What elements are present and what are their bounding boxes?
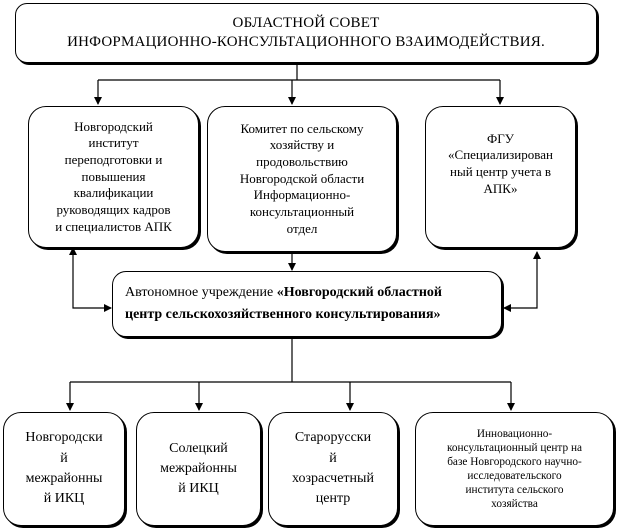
committee-box [207,106,397,252]
committee-line: консультационный [249,203,355,219]
arrow-institute-central-left [73,248,111,308]
soletsky-ikc-line: межрайонны [160,460,237,476]
starorussky-line: хозрасчетный [292,471,374,486]
institute-line: институт [88,135,139,151]
starorussky-center-box [268,412,398,526]
regional-council-box [15,3,597,63]
central-agency-box [112,271,502,337]
fgu-box [425,106,576,248]
committee-line: хозяйству и [269,137,335,153]
committee-line: Информационно- [253,187,351,203]
committee-line: Комитет по сельскому [240,120,364,136]
innovation-line: Инновационно- [476,427,553,440]
fgu-line: АПК» [483,180,518,196]
innovation-line: хозяйства [491,498,538,511]
soletsky-ikc-line: Солецкий [169,440,228,456]
institute-line: повышения [81,168,146,184]
novgorod-ikc-line: Новгородски [25,430,103,446]
fgu-line: ФГУ [487,130,514,146]
starorussky-line: Старорусски [294,430,372,446]
institute-line: Новгородский [74,118,153,134]
institute-line: квалификации [73,185,154,201]
central-name-part2: центр сельскохозяйственного консультирования» [125,307,441,322]
committee-line: Новгородской области [239,170,365,186]
innovation-line: консультационный центр на [446,441,583,454]
committee-line: продовольствию [256,154,348,170]
starorussky-line: центр [315,491,351,507]
soletsky-ikc-box [136,412,261,526]
fgu-line: ный центр учета в [450,164,551,179]
council-title-line2: ИНФОРМАЦИОННО-КОНСУЛЬТАЦИОННОГО ВЗАИМОДЕЙСТВИЯ. [67,34,545,50]
institute-line: переподготовки и [64,152,163,168]
central-prefix: Автономное учреждение [125,285,277,301]
central-title-row1 [125,282,501,304]
institute-line: и специалистов АПК [55,218,172,234]
council-title-line1: ОБЛАСТНОЙ СОВЕТ [232,14,380,31]
central-name-part1: «Новгородский областной [276,285,442,301]
institute-line: руководящих кадров [56,201,171,217]
novgorod-ikc-line: межрайонны [25,471,103,486]
innovation-center-box [415,412,614,526]
committee-line: отдел [286,220,318,236]
novgorod-ikc-line: й ИКЦ [43,491,85,507]
innovation-line: базе Новгородского научно- [447,455,582,468]
fgu-line: «Специализирован [448,147,553,163]
novgorod-ikc-line: й [60,450,68,466]
starorussky-line: й [329,450,337,466]
innovation-line: института сельского [465,484,564,497]
institute-box [28,106,199,248]
arrow-fgu-central-right [504,252,537,308]
innovation-line: исследовательского [467,470,562,482]
novgorod-ikc-box [3,412,125,526]
soletsky-ikc-line: й ИКЦ [178,481,219,497]
